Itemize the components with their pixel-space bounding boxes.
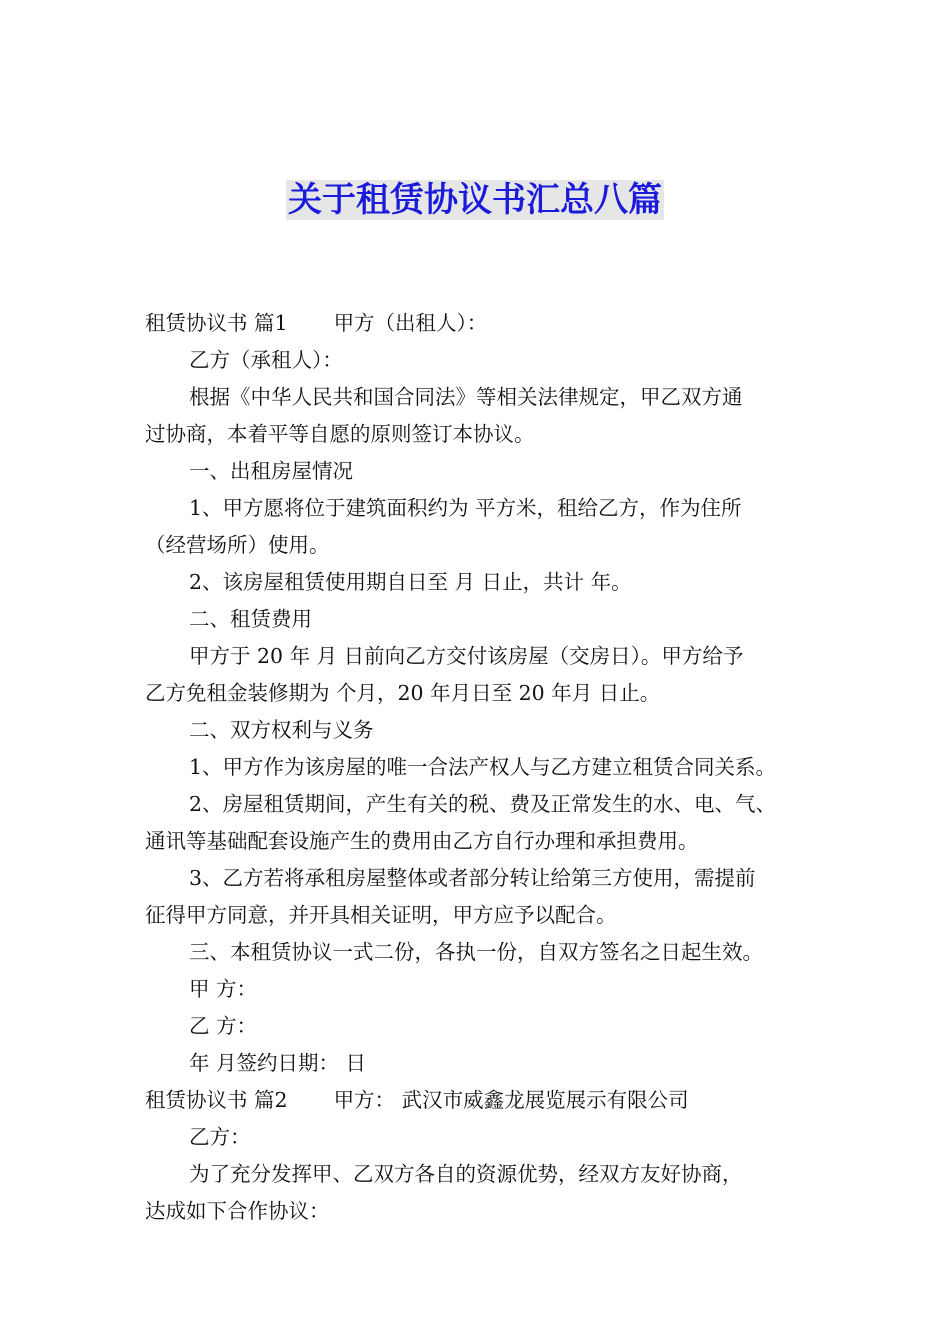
paragraph-line: 乙方免租金装修期为 个月，20 年月日至 20 年月 日止。 — [145, 681, 661, 705]
paragraph-line: 达成如下合作协议： — [145, 1199, 330, 1223]
signature-date-line: 年 月签约日期： 日 — [189, 1051, 367, 1075]
paragraph-line: 三、本租赁协议一式二份，各执一份，自双方签名之日起生效。 — [189, 940, 763, 964]
paragraph-line: 2、该房屋租赁使用期自日至 月 日止，共计 年。 — [189, 570, 632, 594]
section-heading-1 — [145, 305, 825, 342]
paragraph-line: 二、租赁费用 — [189, 607, 312, 631]
paragraph-line: 1、甲方愿将位于建筑面积约为 平方米，租给乙方，作为住所 — [189, 496, 742, 520]
signature-line: 甲 方： — [189, 977, 258, 1001]
signature-line: 乙 方： — [189, 1014, 258, 1038]
paragraph-line: 1、甲方作为该房屋的唯一合法产权人与乙方建立租赁合同关系。 — [189, 755, 777, 779]
paragraph-line: 一、出租房屋情况 — [189, 459, 353, 483]
section-heading-2 — [145, 1082, 825, 1119]
paragraph-line: （经营场所）使用。 — [145, 533, 330, 557]
party-a-label: 甲方（出租人）： — [333, 311, 488, 335]
section-label: 租赁协议书 篇2 — [145, 1088, 288, 1112]
paragraph-line: 根据《中华人民共和国合同法》等相关法律规定，甲乙双方通 — [189, 385, 743, 409]
paragraph-line: 乙方（承租人）： — [189, 348, 343, 372]
paragraph-line: 通讯等基础配套设施产生的费用由乙方自行办理和承担费用。 — [145, 829, 699, 853]
section-label: 租赁协议书 篇1 — [145, 311, 288, 335]
paragraph-line: 乙方： — [189, 1125, 251, 1149]
paragraph-line: 征得甲方同意，并开具相关证明，甲方应予以配合。 — [145, 903, 617, 927]
paragraph-line: 2、房屋租赁期间，产生有关的税、费及正常发生的水、电、气、 — [189, 792, 777, 816]
paragraph-line: 为了充分发挥甲、乙双方各自的资源优势，经双方友好协商， — [189, 1162, 743, 1186]
document-title — [0, 178, 950, 222]
paragraph-line: 甲方于 20 年 月 日前向乙方交付该房屋（交房日）。甲方给予 — [189, 644, 744, 668]
document-title-text: 关于租赁协议书汇总八篇 — [288, 180, 662, 220]
paragraph-line: 二、双方权利与义务 — [189, 718, 374, 742]
document-body — [145, 305, 825, 1230]
party-a-label: 甲方： 武汉市威鑫龙展览展示有限公司 — [333, 1088, 689, 1112]
paragraph-line: 3、乙方若将承租房屋整体或者部分转让给第三方使用，需提前 — [189, 866, 756, 890]
paragraph-line: 过协商，本着平等自愿的原则签订本协议。 — [145, 422, 535, 446]
